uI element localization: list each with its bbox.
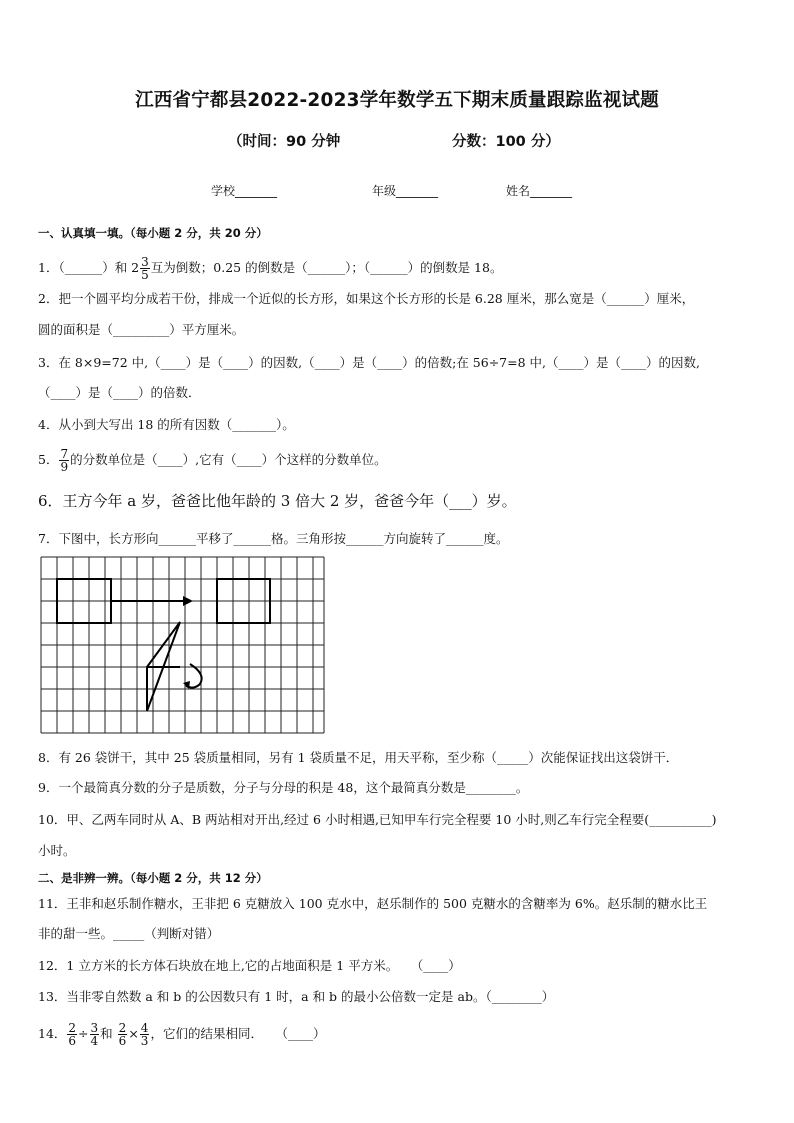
question-8: 8．有 26 袋饼干，其中 25 袋质量相同，另有 1 袋质量不足，用天平称，至少称（_____）次能保证找出这袋饼干． [38,750,679,765]
grid-lines [41,557,324,733]
question-2-line2: 圆的面积是（_________）平方厘米。 [38,322,245,337]
question-4: 4．从小到大写出 18 的所有因数（_______）。 [38,417,295,432]
q14-text-post: ，它们的结果相同． （____） [150,1026,326,1041]
section-1-heading: 一、认真填一填。（每小题 2 分，共 20 分） [38,226,268,240]
q1-fraction: $\frac{3}{5}$ [141,255,149,282]
grade-field[interactable]: 年级_______ [372,184,439,198]
question-6: 6．王方今年 a 岁，爸爸比他年龄的 3 倍大 2 岁，爸爸今年（___）岁。 [38,492,517,510]
question-11-line1: 11．王非和赵乐制作糖水，王非把 6 克糖放入 100 克水中，赵乐制作的 500 克糖水的含糖率为 6%。赵乐制的糖水比王 [38,896,708,911]
q14-and: 和 [100,1026,113,1041]
q14-times-sign: × [128,1026,139,1041]
grid-figure-svg [40,556,326,734]
question-1 [38,256,502,281]
exam-time: （时间：90 分钟 [228,134,341,150]
name-field[interactable]: 姓名_______ [506,184,573,198]
q5-fraction: $\frac{7}{9}$ [60,447,69,474]
question-7: 7．下图中，长方形向______平移了______格。三角形按______方向旋转了______度。 [38,531,509,546]
exam-score: 分数：100 分） [452,134,560,150]
q1-text-post: 互为倒数；0.25 的倒数是（______）；（______）的倒数是 18。 [150,260,503,275]
question-13: 13．当非零自然数 a 和 b 的公因数只有 1 时，a 和 b 的最小公倍数一定是 ab。（________） [38,989,555,1004]
question-12: 12．1 立方米的长方体石块放在地上,它的占地面积是 1 平方米。 （____） [38,958,461,973]
q14-fraction-3: $\frac{2}{6}$ [118,1021,127,1048]
q14-fraction-4: $\frac{4}{3}$ [140,1021,149,1048]
question-9: 9．一个最简真分数的分子是质数，分子与分母的积是 48，这个最简真分数是________。 [38,780,529,795]
question-10-line1: 10．甲、乙两车同时从 A、B 两站相对开出,经过 6 小时相遇,已知甲车行完全程要 10 小时,则乙车行完全程要(__________) [38,812,717,827]
q1-text-pre: 1．（______）和 2 [38,260,140,275]
question-3-line2: （____）是（____）的倍数． [38,385,201,400]
q5-text-pre: 5． [38,452,59,467]
question-11-line2: 非的甜一些。_____（判断对错） [38,926,220,941]
q5-text-post: 的分数单位是（____）,它有（____）个这样的分数单位。 [70,452,387,467]
question-2-line1: 2．把一个圆平均分成若干份，排成一个近似的长方形，如果这个长方形的长是 6.28 厘米，那么宽是（______）厘米， [38,291,695,306]
q14-fraction-1: $\frac{2}{6}$ [68,1021,77,1048]
question-10-line2: 小时。 [38,843,76,858]
section-2-heading: 二、是非辨一辨。（每小题 2 分，共 12 分） [38,871,268,885]
question-14 [38,1022,325,1047]
question-3-line1: 3．在 8×9=72 中,（____）是（____）的因数,（____）是（____）的倍数;在 56÷7=8 中,（____）是（____）的因数, [38,355,700,370]
translation-arrowhead [183,596,193,606]
q14-divide-sign: ÷ [78,1026,89,1041]
question-5 [38,448,387,473]
school-field[interactable]: 学校_______ [211,184,278,198]
q14-fraction-2: $\frac{3}{4}$ [90,1021,99,1048]
page-title: 江西省宁都县2022-2023学年数学五下期末质量跟踪监视试题 [135,90,659,111]
q14-label: 14． [38,1026,67,1041]
translation-rotation-figure [40,556,326,738]
rotation-arrowhead [183,681,190,689]
